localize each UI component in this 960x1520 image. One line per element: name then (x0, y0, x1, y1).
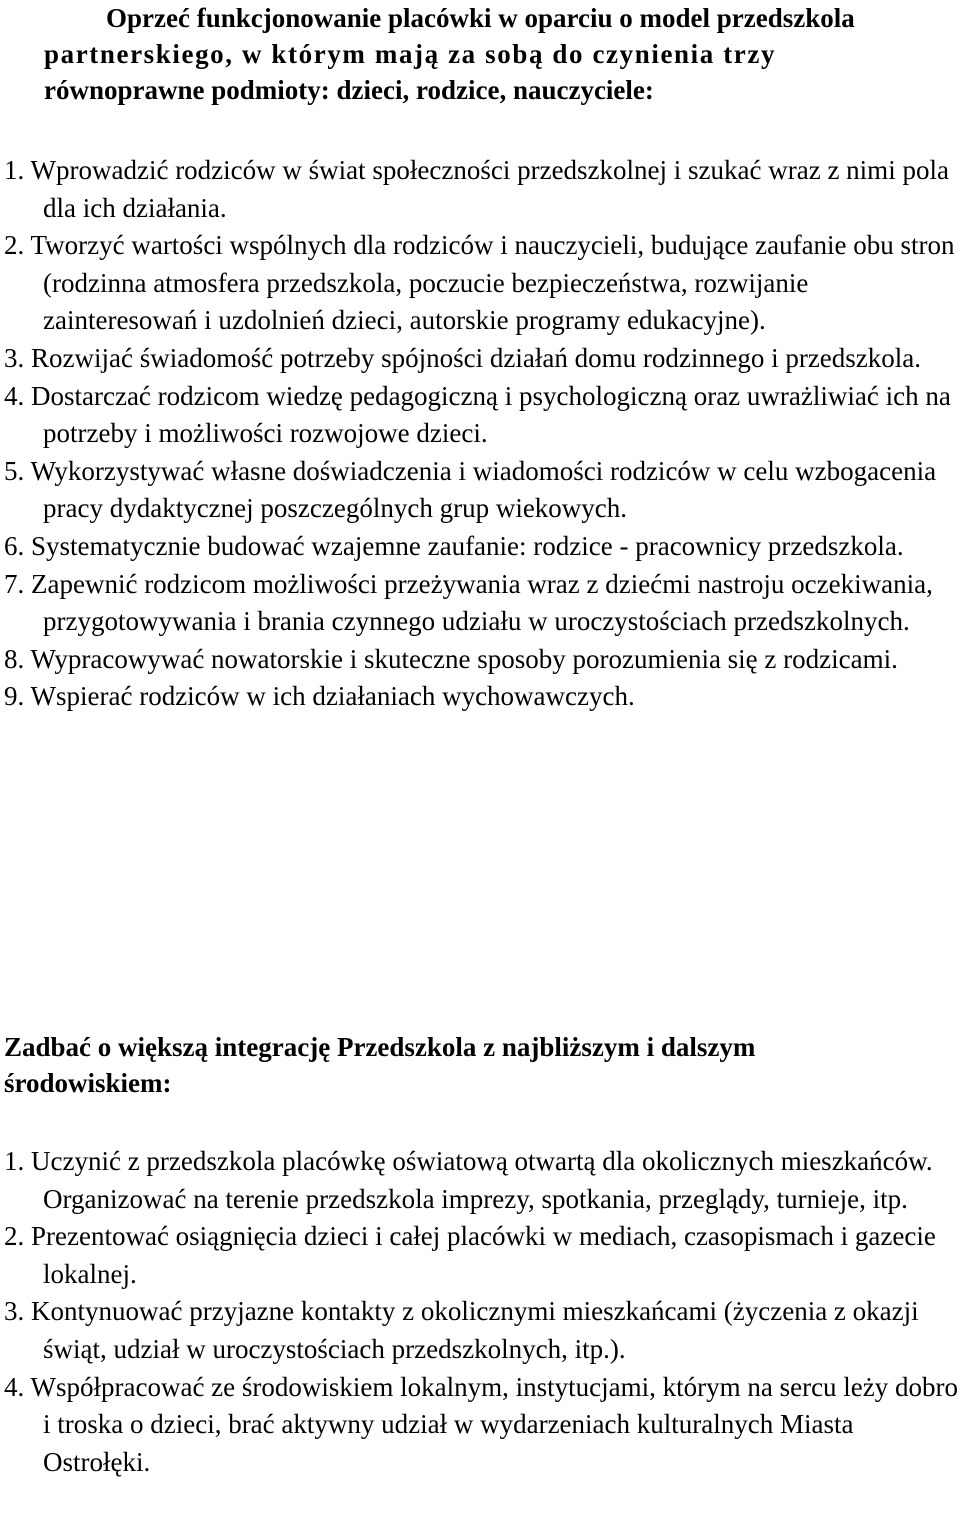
item-text: Wykorzystywać własne doświadczenia i wiadomości rodziców w celu wzbogacenia pracy dydaktycznej poszczególnych grup wiekowych. (30, 455, 937, 524)
item-text: Uczynić z przedszkola placówkę oświatową otwartą dla okolicznych mieszkańców. Organizować na terenie przedszkola imprezy, spotkania, przeglądy, turnieje, itp. (31, 1146, 933, 1214)
section-1-heading-line: Oprzeć funkcjonowanie placówki w oparciu o model przedszkola (106, 3, 855, 33)
list-item (0, 152, 960, 227)
list-item (0, 1143, 960, 1218)
item-number: 4. (4, 380, 25, 411)
item-number: 2. (4, 230, 25, 261)
section-1-heading-line: partnerskiego, w którym mają za sobą do czynienia trzy (44, 39, 777, 69)
list-item (0, 678, 960, 716)
list-item (0, 1293, 960, 1368)
item-text: Kontynuować przyjazne kontakty z okolicznymi mieszkańcami (życzenia z okazji świąt, udział w uroczystościach przedszkolnych, itp.). (31, 1296, 919, 1364)
list-item (0, 378, 960, 453)
item-number: 8. (4, 643, 25, 674)
item-text: Zapewnić rodzicom możliwości przeżywania wraz z dziećmi nastroju oczekiwania, przygotowywania i brania czynnego udziału w uroczystościach przedszkolnych. (31, 568, 933, 637)
item-text: Wspierać rodziców w ich działaniach wychowawczych. (30, 681, 635, 712)
item-text: Rozwijać świadomość potrzeby spójności działań domu rodzinnego i przedszkola. (31, 342, 922, 373)
item-number: 9. (4, 681, 25, 712)
item-number: 1. (4, 1146, 25, 1176)
item-text: Wypracowywać nowatorskie i skuteczne sposoby porozumienia się z rodzicami. (30, 643, 898, 674)
list-item (0, 1369, 960, 1482)
list-item (0, 227, 960, 340)
list-item (0, 453, 960, 528)
section-1-heading (44, 0, 960, 108)
item-text: Systematycznie budować wzajemne zaufanie: rodzice - pracownicy przedszkola. (31, 530, 904, 561)
item-text: Wprowadzić rodziców w świat społeczności przedszkolnej i szukać wraz z nimi pola dla ich działania. (30, 155, 949, 223)
item-text: Dostarczać rodzicom wiedzę pedagogiczną i psychologiczną oraz uwrażliwiać ich na potrzeby i możliwości rozwojowe dzieci. (31, 380, 951, 449)
item-number: 4. (4, 1371, 25, 1402)
item-number: 2. (4, 1221, 25, 1252)
section-2-heading: Zadbać o większą integrację Przedszkola z najbliższym i dalszym środowiskiem: (4, 1032, 756, 1098)
item-number: 5. (4, 455, 25, 486)
item-number: 3. (4, 1296, 25, 1327)
item-number: 3. (4, 342, 25, 373)
item-text: Tworzyć wartości wspólnych dla rodziców i nauczycieli, budujące zaufanie obu stron (rodzinna atmosfera przedszkola, poczucie bezpieczeństwa, rozwijanie zainteresowań i uzdolnień dzieci, autorskie programy edukacyjne). (30, 230, 955, 336)
list-item (0, 641, 960, 679)
item-number: 6. (4, 530, 25, 561)
section-2-list (0, 1143, 960, 1481)
list-item (0, 528, 960, 566)
item-text: Prezentować osiągnięcia dzieci i całej placówki w mediach, czasopismach i gazecie lokalnej. (31, 1221, 936, 1289)
list-item (0, 566, 960, 641)
item-number: 7. (4, 568, 25, 599)
item-number: 1. (4, 155, 25, 185)
list-item (0, 1218, 960, 1293)
section-1-heading-line: równoprawne podmioty: dzieci, rodzice, nauczyciele: (44, 75, 654, 105)
list-item (0, 340, 960, 378)
section-1-list (0, 152, 960, 716)
item-text: Współpracować ze środowiskiem lokalnym, instytucjami, którym na sercu leży dobro i troska o dzieci, brać aktywny udział w wydarzeniach kulturalnych Miasta Ostrołęki. (30, 1371, 959, 1477)
